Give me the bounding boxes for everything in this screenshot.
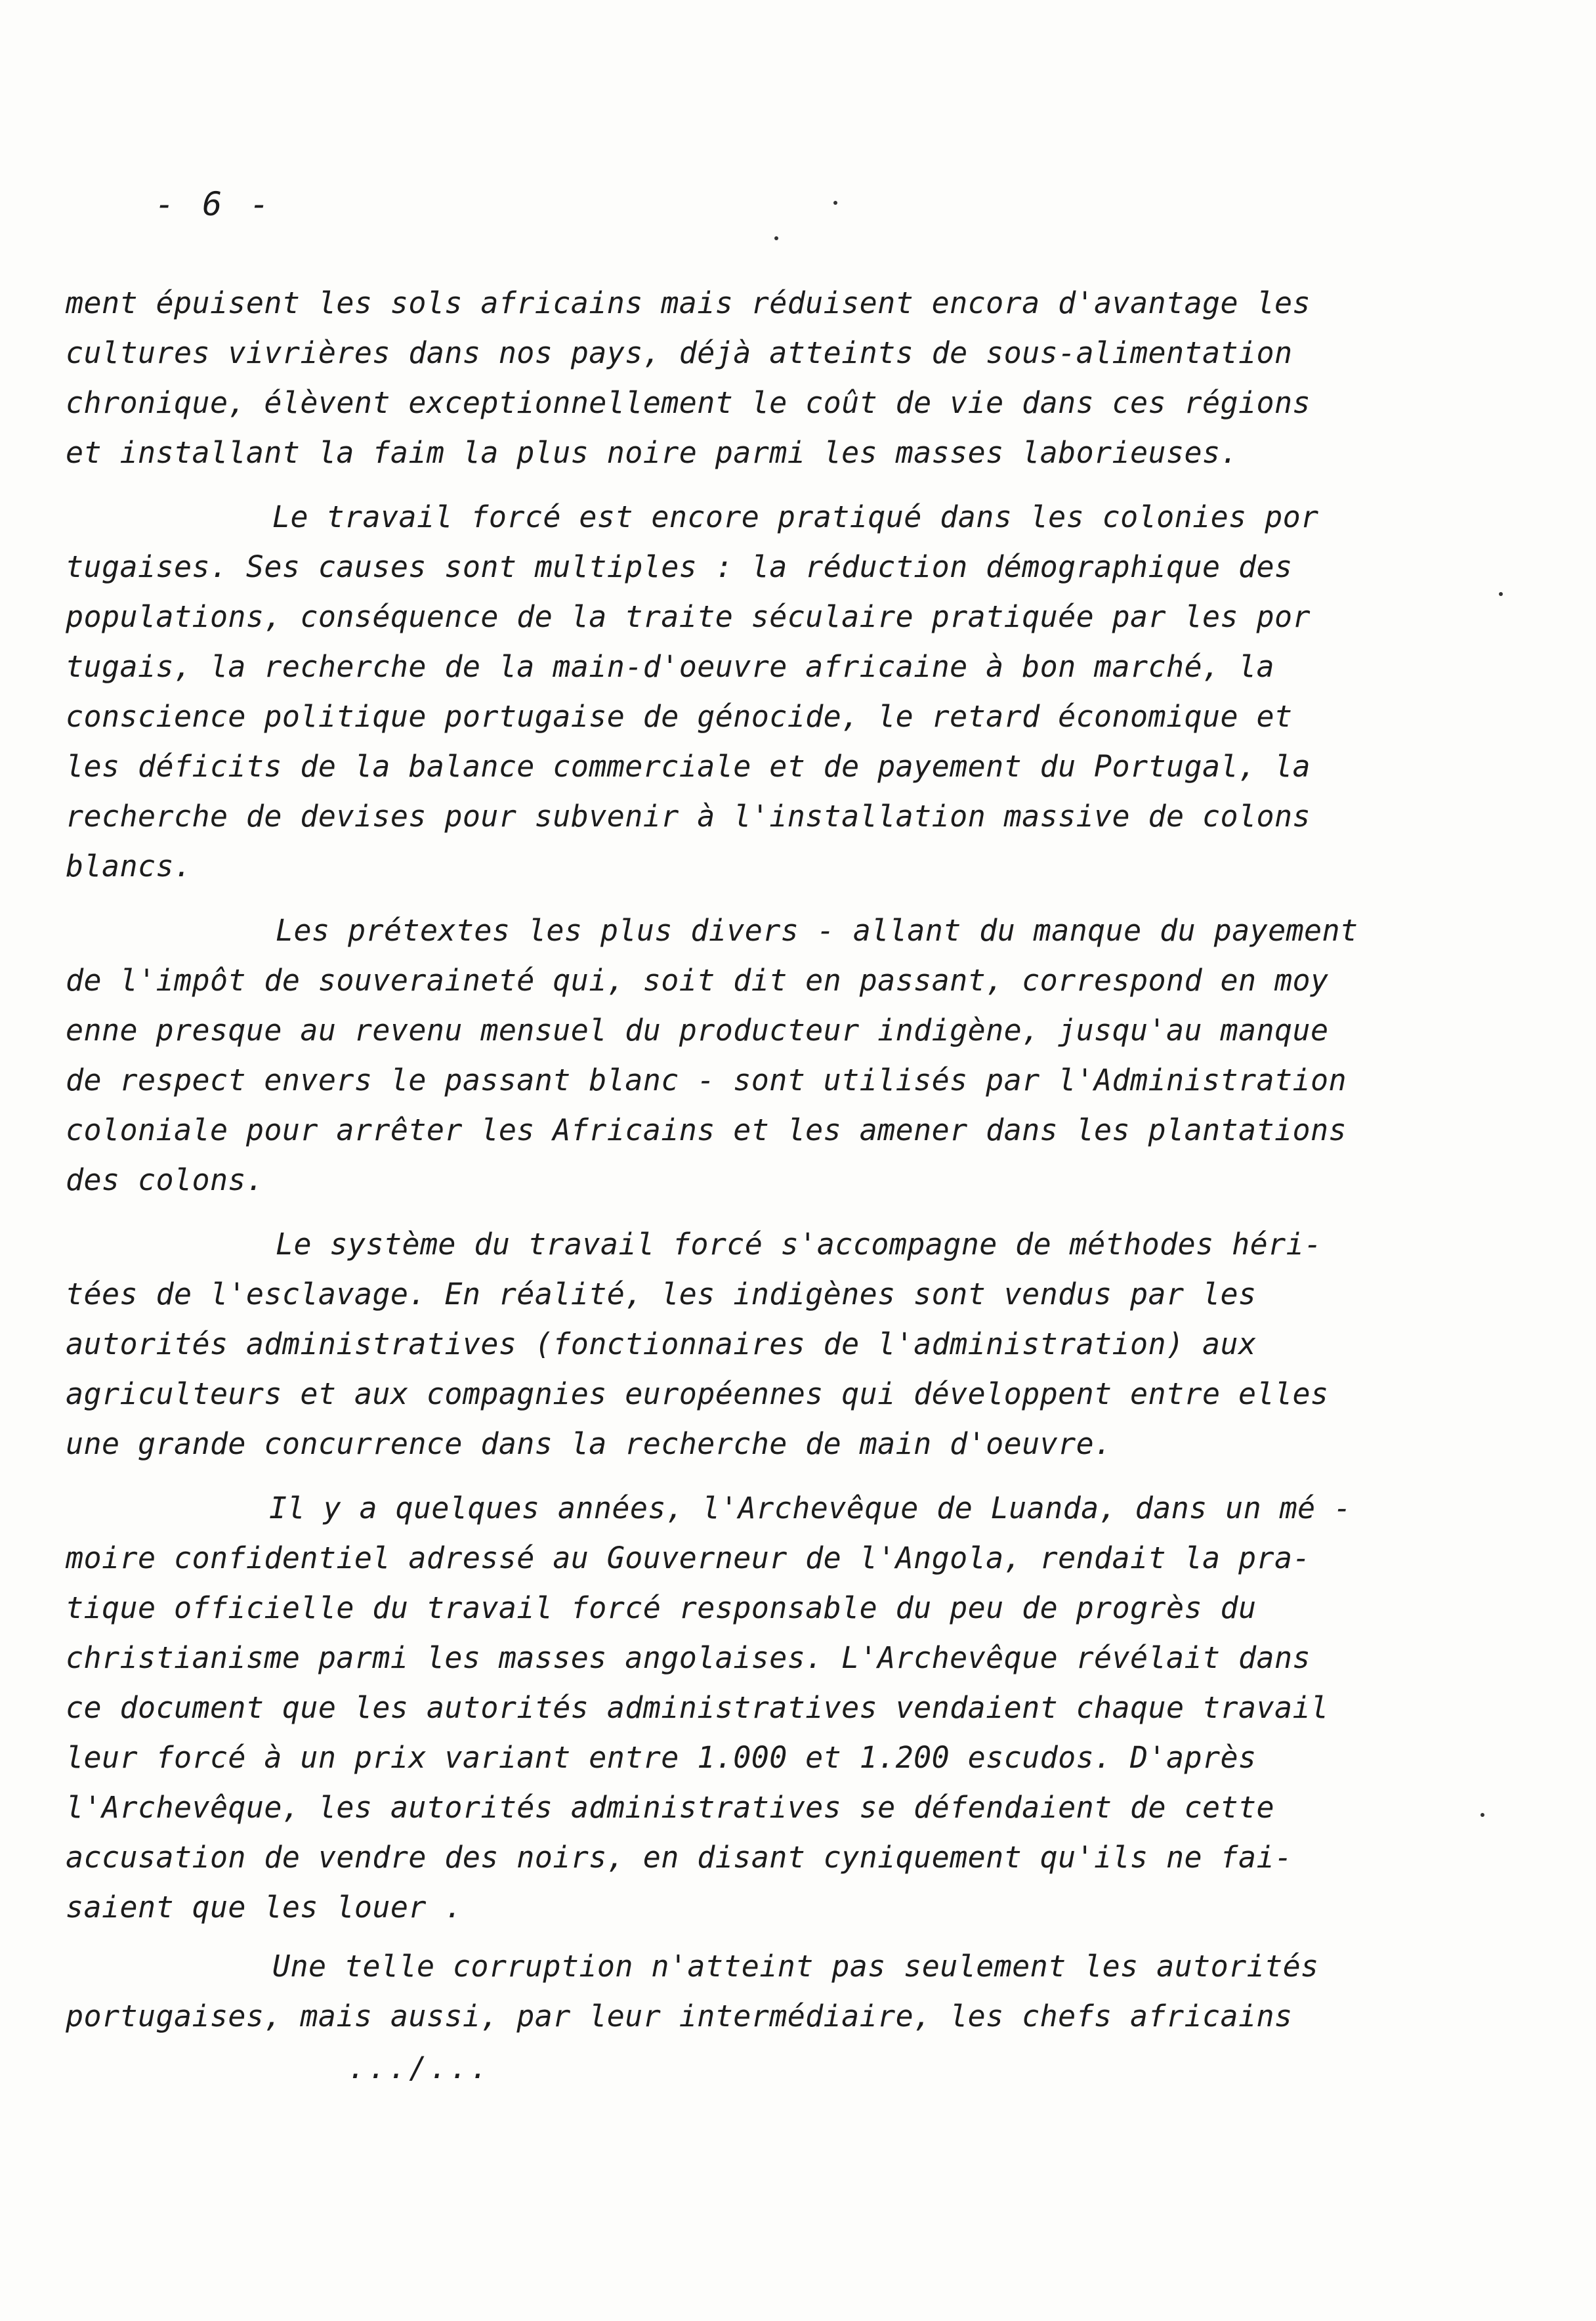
- text-line: chronique, élèvent exceptionnellement le coût de vie dans ces régions: [66, 385, 1311, 420]
- text-line: blancs.: [66, 849, 192, 884]
- text-line: tique officielle du travail forcé responsable du peu de progrès du: [66, 1590, 1257, 1625]
- text-line: autorités administratives (fonctionnaires de l'administration) aux: [66, 1327, 1257, 1361]
- text-line: populations, conséquence de la traite séculaire pratiquée par les por: [66, 599, 1311, 634]
- text-line: et installant la faim la plus noire parmi les masses laborieuses.: [66, 435, 1238, 470]
- text-line: l'Archevêque, les autorités administratives se défendaient de cette: [66, 1790, 1274, 1825]
- text-line: ce document que les autorités administratives vendaient chaque travail: [66, 1690, 1329, 1725]
- scan-speck: [774, 236, 778, 240]
- text-line: Une telle corruption n'atteint pas seulement les autorités: [272, 1949, 1319, 1984]
- text-line: conscience politique portugaise de génocide, le retard économique et: [66, 699, 1293, 734]
- text-line: de l'impôt de souveraineté qui, soit dit en passant, correspond en moy: [66, 963, 1329, 998]
- scan-speck: [1480, 1813, 1484, 1817]
- text-line: Le système du travail forcé s'accompagne de méthodes héri-: [276, 1227, 1322, 1262]
- text-line: tées de l'esclavage. En réalité, les indigènes sont vendus par les: [66, 1277, 1257, 1311]
- text-line: leur forcé à un prix variant entre 1.000 et 1.200 escudos. D'après: [66, 1740, 1257, 1775]
- text-line: les déficits de la balance commerciale et de payement du Portugal, la: [66, 749, 1311, 784]
- text-line: ment épuisent les sols africains mais réduisent encora d'avantage les: [66, 286, 1311, 320]
- text-line: saient que les louer .: [66, 1890, 463, 1925]
- text-line: enne presque au revenu mensuel du producteur indigène, jusqu'au manque: [66, 1013, 1329, 1048]
- text-line: Il y a quelques années, l'Archevêque de Luanda, dans un mé -: [269, 1491, 1352, 1525]
- text-line: Le travail forcé est encore pratiqué dans les colonies por: [272, 500, 1319, 534]
- text-line: une grande concurrence dans la recherche de main d'oeuvre.: [66, 1426, 1112, 1461]
- continuation-marker: .../...: [348, 2051, 491, 2085]
- text-line: agriculteurs et aux compagnies européennes qui développent entre elles: [66, 1376, 1329, 1411]
- text-line: accusation de vendre des noirs, en disant cyniquement qu'ils ne fai-: [66, 1840, 1293, 1875]
- text-line: coloniale pour arrêter les Africains et les amener dans les plantations: [66, 1113, 1347, 1147]
- text-line: tugaises. Ses causes sont multiples : la réduction démographique des: [66, 549, 1293, 584]
- scan-speck: [1499, 592, 1503, 596]
- text-line: de respect envers le passant blanc - sont utilisés par l'Administration: [66, 1063, 1347, 1097]
- text-line: moire confidentiel adressé au Gouverneur de l'Angola, rendait la pra-: [66, 1541, 1311, 1575]
- text-line: cultures vivrières dans nos pays, déjà atteints de sous-alimentation: [66, 335, 1293, 370]
- text-line: recherche de devises pour subvenir à l'installation massive de colons: [66, 799, 1311, 834]
- text-line: portugaises, mais aussi, par leur intermédiaire, les chefs africains: [66, 1999, 1293, 2034]
- page-number: - 6 -: [155, 185, 274, 223]
- text-line: des colons.: [66, 1162, 264, 1197]
- text-line: tugais, la recherche de la main-d'oeuvre africaine à bon marché, la: [66, 649, 1274, 684]
- scan-speck: [833, 201, 837, 205]
- text-line: Les prétextes les plus divers - allant du manque du payement: [276, 913, 1358, 948]
- text-line: christianisme parmi les masses angolaises. L'Archevêque révélait dans: [66, 1640, 1311, 1675]
